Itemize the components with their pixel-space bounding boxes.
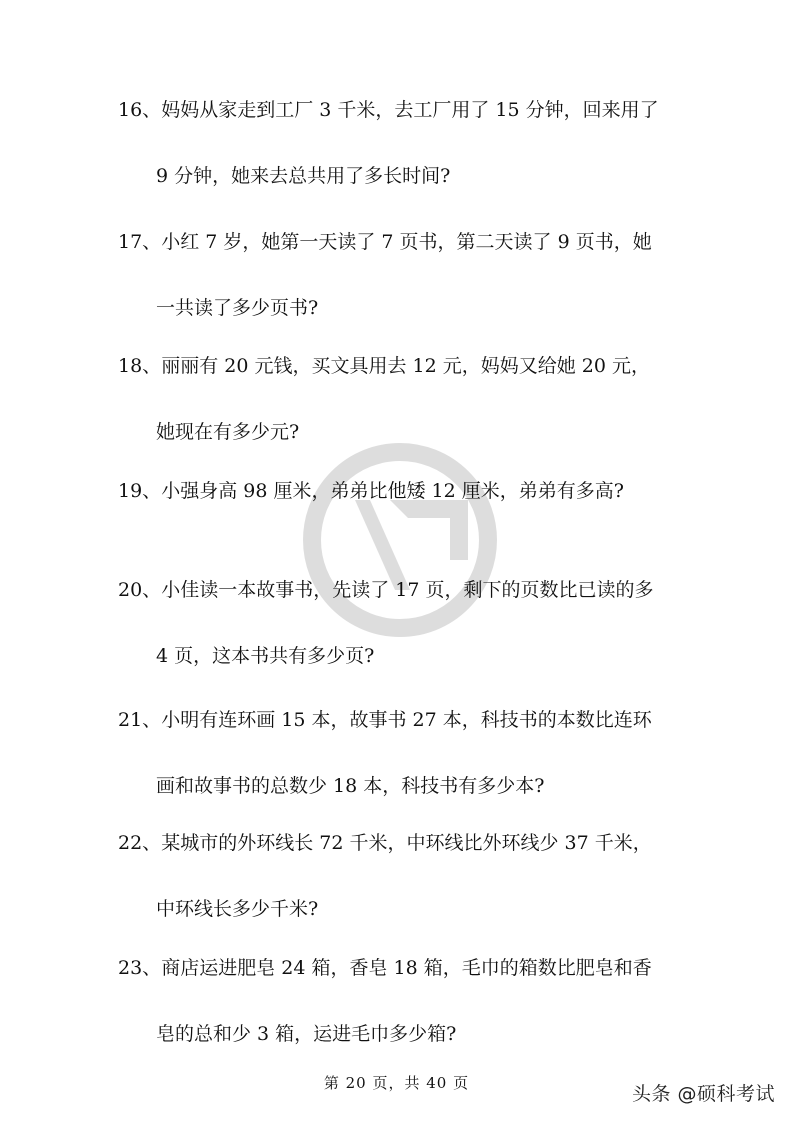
problem-19: [118, 458, 698, 524]
problem-16: [118, 77, 698, 209]
problem-text-line2: 9 分钟，她来去总共用了多长时间?: [156, 165, 451, 187]
problem-number: 23、: [118, 957, 162, 979]
problem-text-line1: 丽丽有 20 元钱，买文具用去 12 元，妈妈又给她 20 元，: [161, 355, 650, 377]
problem-text-line1: 小红 7 岁，她第一天读了 7 页书，第二天读了 9 页书，她: [161, 231, 652, 253]
problem-text-line2: 皂的总和少 3 箱，运进毛巾多少箱?: [156, 1023, 457, 1045]
problem-text-line2: 中环线长多少千米?: [156, 898, 319, 920]
problem-22: [118, 810, 698, 942]
problem-17: [118, 209, 698, 341]
problem-text-line2: 画和故事书的总数少 18 本，科技书有多少本?: [156, 775, 545, 797]
problem-21: [118, 687, 698, 819]
page-indicator: 第 20 页，共 40 页: [323, 1074, 470, 1092]
problem-23: [118, 935, 698, 1067]
problem-text-line1: 商店运进肥皂 24 箱，香皂 18 箱，毛巾的箱数比肥皂和香: [161, 957, 652, 979]
source-watermark: 头条 @硕科考试: [631, 1083, 775, 1105]
problem-text-line1: 妈妈从家走到工厂 3 千米，去工厂用了 15 分钟，回来用了: [161, 99, 659, 121]
problem-text-line1: 小佳读一本故事书，先读了 17 页，剩下的页数比已读的多: [161, 579, 654, 601]
problem-text-line1: 某城市的外环线长 72 千米，中环线比外环线少 37 千米，: [161, 832, 652, 854]
problem-number: 16、: [118, 99, 162, 121]
problem-18: [118, 333, 698, 465]
problem-text-line2: 她现在有多少元?: [156, 421, 300, 443]
problem-number: 19、: [118, 480, 162, 502]
problem-number: 22、: [118, 832, 162, 854]
problem-number: 18、: [118, 355, 162, 377]
problem-text-line2: 一共读了多少页书?: [156, 297, 319, 319]
problem-number: 21、: [118, 709, 162, 731]
problem-text-line1: 小明有连环画 15 本，故事书 27 本，科技书的本数比连环: [161, 709, 652, 731]
problem-20: [118, 557, 698, 689]
problem-text-line2: 4 页，这本书共有多少页?: [156, 645, 375, 667]
problem-text-line1: 小强身高 98 厘米，弟弟比他矮 12 厘米，弟弟有多高?: [161, 480, 624, 502]
problem-number: 20、: [118, 579, 162, 601]
problem-number: 17、: [118, 231, 162, 253]
